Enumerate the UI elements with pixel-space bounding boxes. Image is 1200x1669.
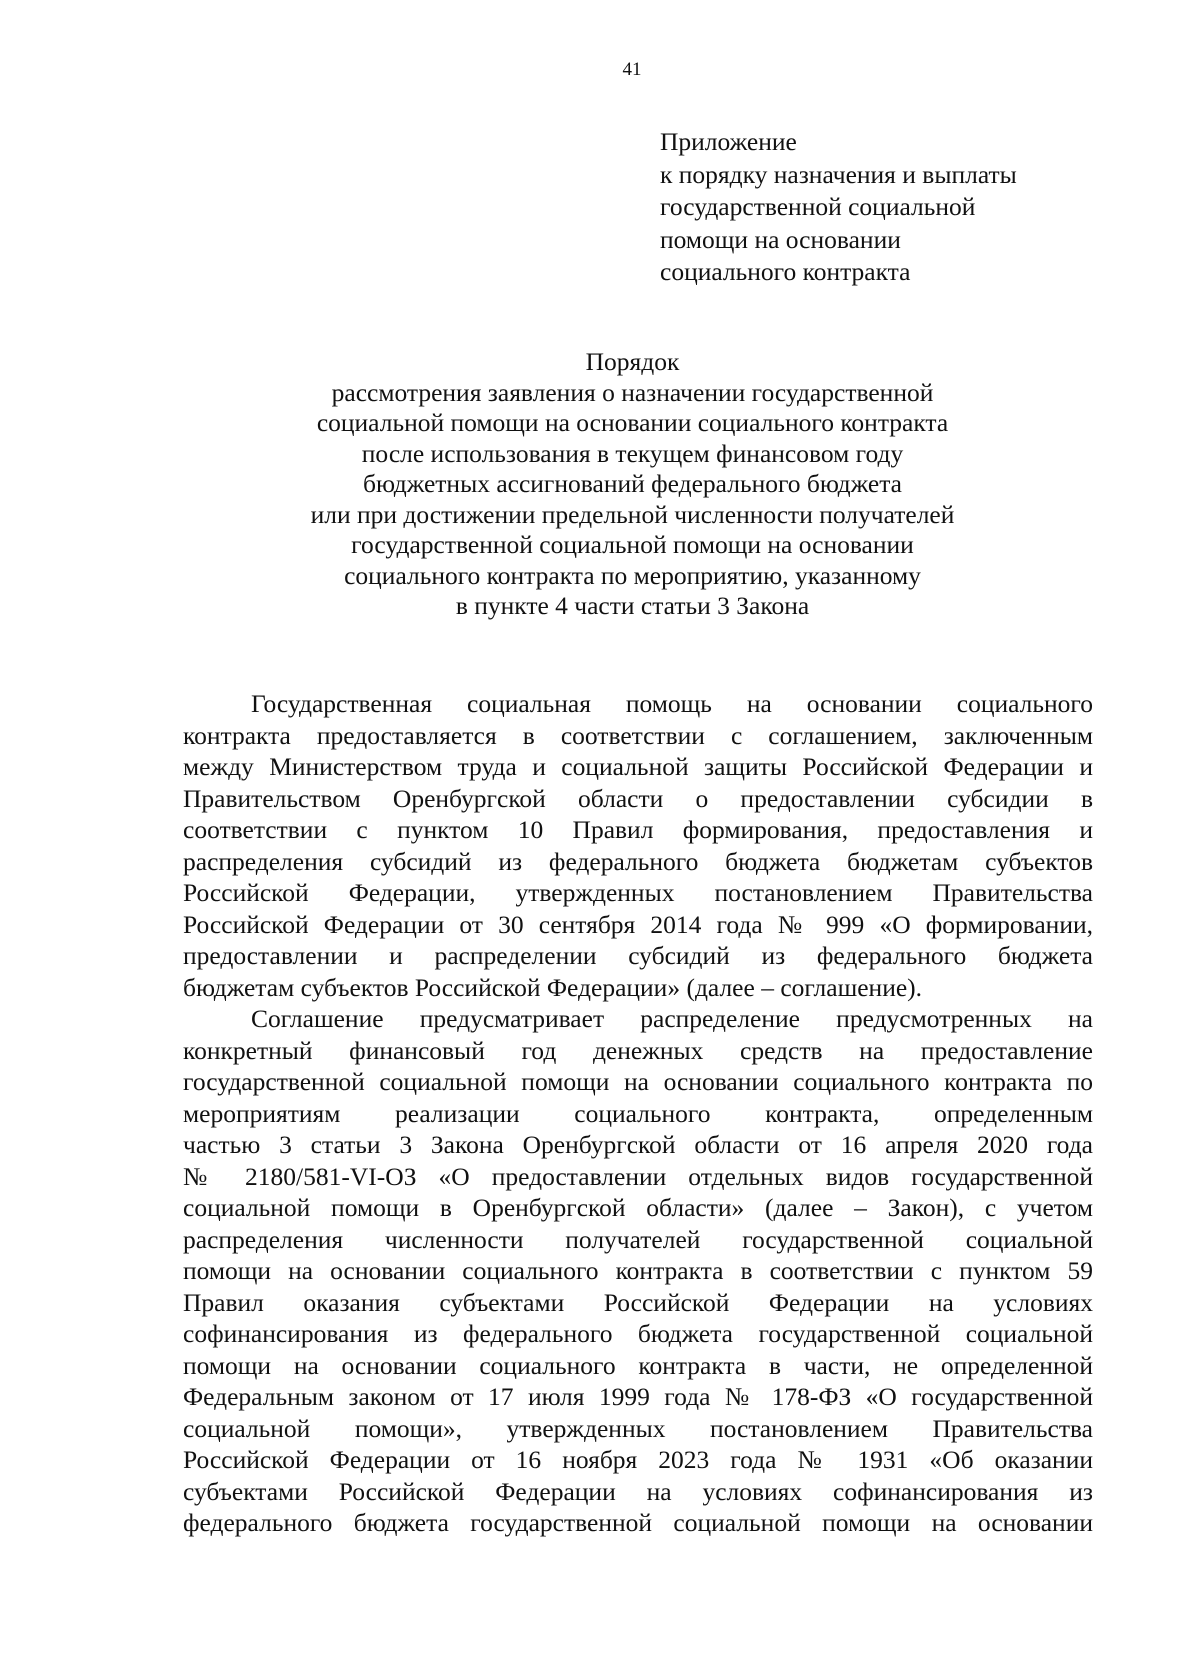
order-title-line: или при достижении предельной численности получателей	[310, 499, 955, 529]
paragraph-line: Российской Федерации от 16 ноября 2023 года № 1931 «Об оказании	[183, 1445, 1093, 1474]
paragraph-line: помощи на основании социального контракта в части, не определенной	[183, 1350, 1093, 1380]
order-title-line: Порядок	[585, 347, 680, 376]
paragraph-line: соответствии с пунктом 10 Правил формирования, предоставления и	[183, 815, 1093, 844]
paragraph-line: предоставлении и распределении субсидий из федерального бюджета	[183, 941, 1093, 970]
appendix-line: социального контракта	[660, 257, 911, 286]
paragraph-line: между Министерством труда и социальной защиты Российской Федерации и	[183, 752, 1093, 781]
appendix-line: к порядку назначения и выплаты	[660, 159, 1017, 189]
order-title-line: социальной помощи на основании социального контракта	[316, 408, 949, 437]
paragraph-line: Правительством Оренбургской области о предоставлении субсидии в	[183, 783, 1093, 813]
paragraph-line: социальной помощи», утвержденных постановлением Правительства	[183, 1413, 1093, 1443]
paragraph-line: частью 3 статьи 3 Закона Оренбургской области от 16 апреля 2020 года	[183, 1130, 1093, 1159]
appendix-header	[660, 126, 1017, 289]
paragraph-line: Соглашение предусматривает распределение предусмотренных на	[251, 1004, 1093, 1033]
paragraph-line: Российской Федерации от 30 сентября 2014 года № 999 «О формировании,	[183, 909, 1093, 939]
paragraph-line: Правил оказания субъектами Российской Федерации на условиях	[183, 1287, 1093, 1317]
paragraph-line: мероприятиям реализации социального контракта, определенным	[183, 1098, 1093, 1128]
paragraph-line: контракта предоставляется в соответствии с соглашением, заключенным	[183, 720, 1093, 750]
appendix-line: Приложение	[660, 127, 797, 156]
paragraph	[183, 688, 1093, 1003]
order-title	[170, 347, 1095, 622]
paragraph-line: распределения численности получателей государственной социальной	[183, 1224, 1093, 1254]
paragraph-line: федерального бюджета государственной социальной помощи на основании	[183, 1508, 1093, 1537]
paragraph-line: помощи на основании социального контракта в соответствии с пунктом 59	[183, 1256, 1093, 1285]
paragraph-line: софинансирования из федерального бюджета государственной социальной	[183, 1319, 1093, 1348]
body-text	[183, 688, 1093, 1539]
paragraph-line: Федеральным законом от 17 июля 1999 года № 178-ФЗ «О государственной	[183, 1382, 1093, 1411]
order-title-line: рассмотрения заявления о назначении государственной	[331, 377, 934, 407]
paragraph-line: № 2180/581-VI-ОЗ «О предоставлении отдельных видов государственной	[183, 1161, 1093, 1191]
appendix-line: государственной социальной	[660, 192, 976, 221]
paragraph-line: социальной помощи в Оренбургской области» (далее – Закон), с учетом	[183, 1193, 1093, 1222]
paragraph	[183, 1003, 1093, 1539]
paragraph-line: Государственная социальная помощь на основании социального	[251, 689, 1093, 718]
order-title-line: в пункте 4 части статьи 3 Закона	[455, 591, 810, 620]
paragraph-line: бюджетам субъектов Российской Федерации» (далее – соглашение).	[183, 972, 923, 1002]
order-title-line: государственной социальной помощи на основании	[351, 530, 914, 559]
paragraph-line: субъектами Российской Федерации на условиях софинансирования из	[183, 1476, 1093, 1506]
paragraph-line: Российской Федерации, утвержденных постановлением Правительства	[183, 878, 1093, 907]
page-number: 41	[622, 59, 642, 80]
order-title-line: социального контракта по мероприятию, указанному	[344, 560, 921, 590]
paragraph-line: государственной социальной помощи на основании социального контракта по	[183, 1067, 1093, 1096]
paragraph-line: распределения субсидий из федерального бюджета бюджетам субъектов	[183, 846, 1093, 876]
paragraph-line: конкретный финансовый год денежных средств на предоставление	[183, 1035, 1093, 1065]
order-title-line: после использования в текущем финансовом году	[361, 438, 904, 468]
order-title-line: бюджетных ассигнований федерального бюджета	[362, 469, 902, 498]
appendix-line: помощи на основании	[660, 224, 901, 254]
